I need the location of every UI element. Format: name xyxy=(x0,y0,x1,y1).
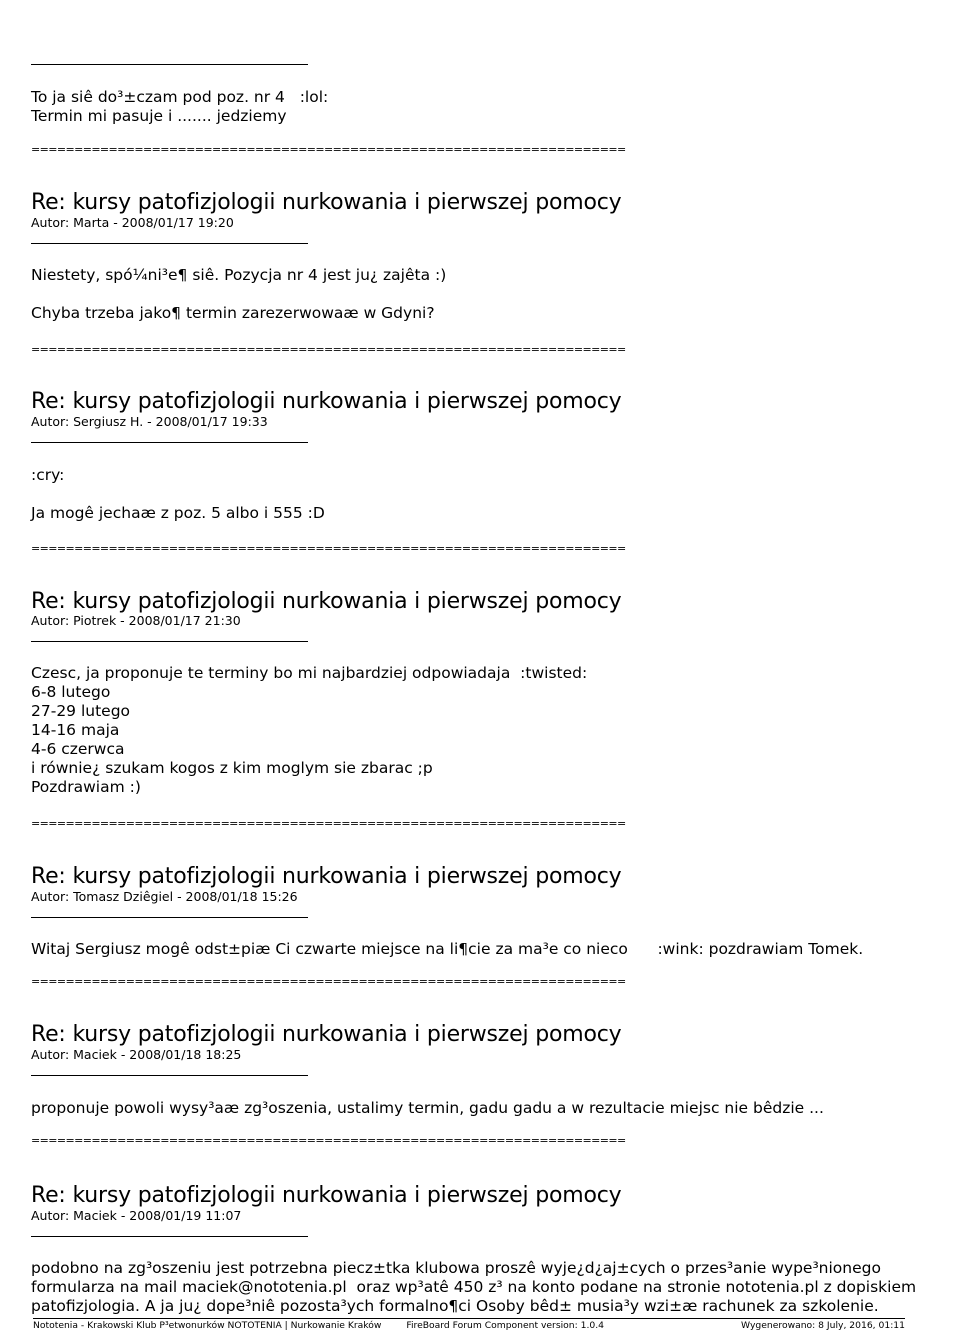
post-meta: Autor: Tomasz Dziêgiel - 2008/01/18 15:26 xyxy=(31,889,298,904)
post-body: :cry: Ja mogê jechaæ z poz. 5 albo i 555 :D xyxy=(31,466,325,522)
footer-generated: Wygenerowano: 8 July, 2016, 01:11 xyxy=(741,1320,905,1331)
separator: ===================================================================== xyxy=(31,1134,626,1147)
post-body: podobno na zg³oszeniu jest potrzebna piecz±tka klubowa proszê wyje¿d¿aj±cych o przes³anie wype³nionego formularza na mail maciek@nototenia.pl oraz wp³atê 450 z³ na konto podane na stronie nototenia.pl z dopiskiem patofizjologia. A ja ju¿ dope³niê pozosta³ych formalno¶ci Osoby bêd± musia³y wzi±æ rachunek za szkolenie. xyxy=(31,1259,917,1315)
intro-line: To ja siê do³±czam pod poz. nr 4 :lol: xyxy=(31,88,329,106)
rule xyxy=(31,1236,308,1237)
post-body: Niestety, spó¼ni³e¶ siê. Pozycja nr 4 jest ju¿ zajêta :) Chyba trzeba jako¶ termin zarezerwowaæ w Gdyni? xyxy=(31,266,447,322)
post-body: proponuje powoli wysy³aæ zg³oszenia, ustalimy termin, gadu gadu a w rezultacie miejsc nie bêdzie ... xyxy=(31,1099,824,1117)
post-meta: Autor: Sergiusz H. - 2008/01/17 19:33 xyxy=(31,414,268,429)
post-body: Witaj Sergiusz mogê odst±piæ Ci czwarte miejsce na li¶cie za ma³e co nieco :wink: pozdrawiam Tomek. xyxy=(31,940,864,958)
rule xyxy=(31,641,308,642)
post-title: Re: kursy patofizjologii nurkowania i pierwszej pomocy xyxy=(31,389,622,414)
separator: ===================================================================== xyxy=(31,542,626,555)
post-title: Re: kursy patofizjologii nurkowania i pierwszej pomocy xyxy=(31,190,622,215)
post-title: Re: kursy patofizjologii nurkowania i pierwszej pomocy xyxy=(31,864,622,889)
rule xyxy=(31,1075,308,1076)
post-meta: Autor: Maciek - 2008/01/19 11:07 xyxy=(31,1208,242,1223)
post-body: Czesc, ja proponuje te terminy bo mi najbardziej odpowiadaja :twisted: 6-8 lutego 27-29 lutego 14-16 maja 4-6 czerwca i równie¿ szukam kogos z kim moglym sie zbarac ;p Pozdrawiam :) xyxy=(31,664,588,796)
post-title: Re: kursy patofizjologii nurkowania i pierwszej pomocy xyxy=(31,1183,622,1208)
footer-left xyxy=(33,1320,626,1332)
rule xyxy=(31,917,308,918)
footer-component: FireBoard Forum Component version: 1.0.4 xyxy=(406,1320,605,1331)
separator: ===================================================================== xyxy=(31,143,626,156)
post-title: Re: kursy patofizjologii nurkowania i pierwszej pomocy xyxy=(31,589,622,614)
rule xyxy=(31,243,308,244)
rule xyxy=(31,442,308,443)
separator: ===================================================================== xyxy=(31,817,626,830)
footer-site: Nototenia - Krakowski Klub P³etwonurków NOTOTENIA | Nurkowanie Kraków xyxy=(33,1320,382,1331)
post-meta: Autor: Maciek - 2008/01/18 18:25 xyxy=(31,1047,242,1062)
page-footer xyxy=(33,1318,905,1332)
separator: ===================================================================== xyxy=(31,975,626,988)
post-title: Re: kursy patofizjologii nurkowania i pierwszej pomocy xyxy=(31,1022,622,1047)
post-meta: Autor: Marta - 2008/01/17 19:20 xyxy=(31,215,234,230)
intro-line: Termin mi pasuje i ....... jedziemy xyxy=(31,107,287,125)
post-meta: Autor: Piotrek - 2008/01/17 21:30 xyxy=(31,613,241,628)
rule xyxy=(31,64,308,65)
separator: ===================================================================== xyxy=(31,343,626,356)
